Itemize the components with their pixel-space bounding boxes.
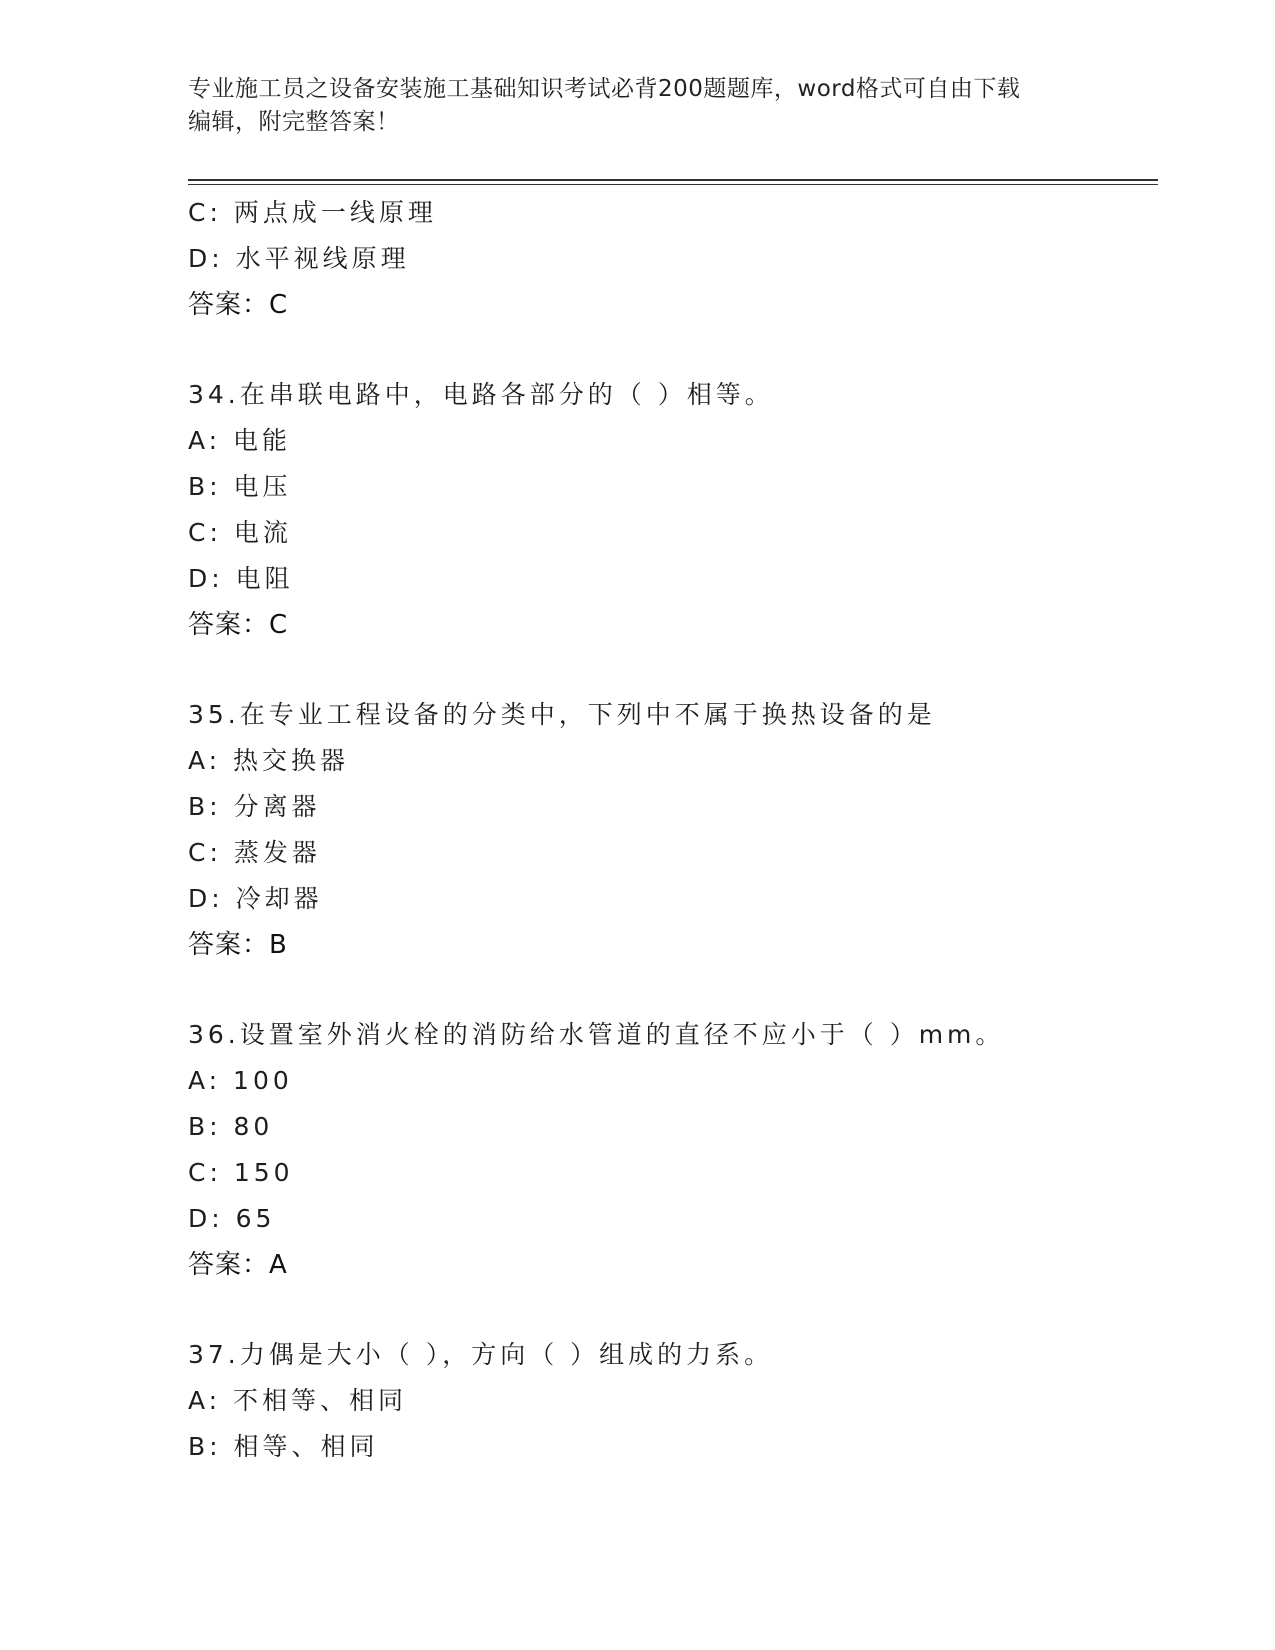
question-fragment [188,190,1158,328]
option-d: D: 冷却器 [188,884,323,913]
question-list [188,190,1158,1470]
option-b: B: 分离器 [188,792,321,821]
header-divider-thick [188,179,1158,181]
option-c: C: 150 [188,1158,294,1187]
question-35 [188,692,1158,968]
question-stem: 34.在串联电路中，电路各部分的（ ）相等。 [188,380,774,409]
question-stem: 36.设置室外消火栓的消防给水管道的直径不应小于（ ）mm。 [188,1020,1005,1049]
option-a: A: 热交换器 [188,746,350,775]
option-a: A: 电能 [188,426,292,455]
answer: 答案：B [188,930,288,960]
question-36 [188,1012,1158,1288]
option-b: B: 相等、相同 [188,1432,379,1461]
option-a: A: 100 [188,1066,293,1095]
answer: 答案：A [188,1250,288,1280]
option-d: D: 水平视线原理 [188,244,410,273]
question-37 [188,1332,1158,1470]
option-c: C: 电流 [188,518,292,547]
option-d: D: 65 [188,1204,276,1233]
option-c: C: 蒸发器 [188,838,321,867]
option-d: D: 电阻 [188,564,294,593]
header-line-2: 编辑，附完整答案！ [188,109,400,135]
header-divider-thin [188,184,1158,185]
question-stem: 37.力偶是大小（ ），方向（ ）组成的力系。 [188,1340,774,1369]
option-b: B: 电压 [188,472,292,501]
document-header [188,73,1088,139]
question-stem: 35.在专业工程设备的分类中，下列中不属于换热设备的是 [188,700,936,729]
question-34 [188,372,1158,648]
option-a: A: 不相等、相同 [188,1386,408,1415]
option-b: B: 80 [188,1112,274,1141]
option-c: C: 两点成一线原理 [188,198,437,227]
header-line-1: 专业施工员之设备安装施工基础知识考试必背200题题库，word格式可自由下载 [188,76,1021,102]
answer: 答案：C [188,290,289,320]
answer: 答案：C [188,610,289,640]
